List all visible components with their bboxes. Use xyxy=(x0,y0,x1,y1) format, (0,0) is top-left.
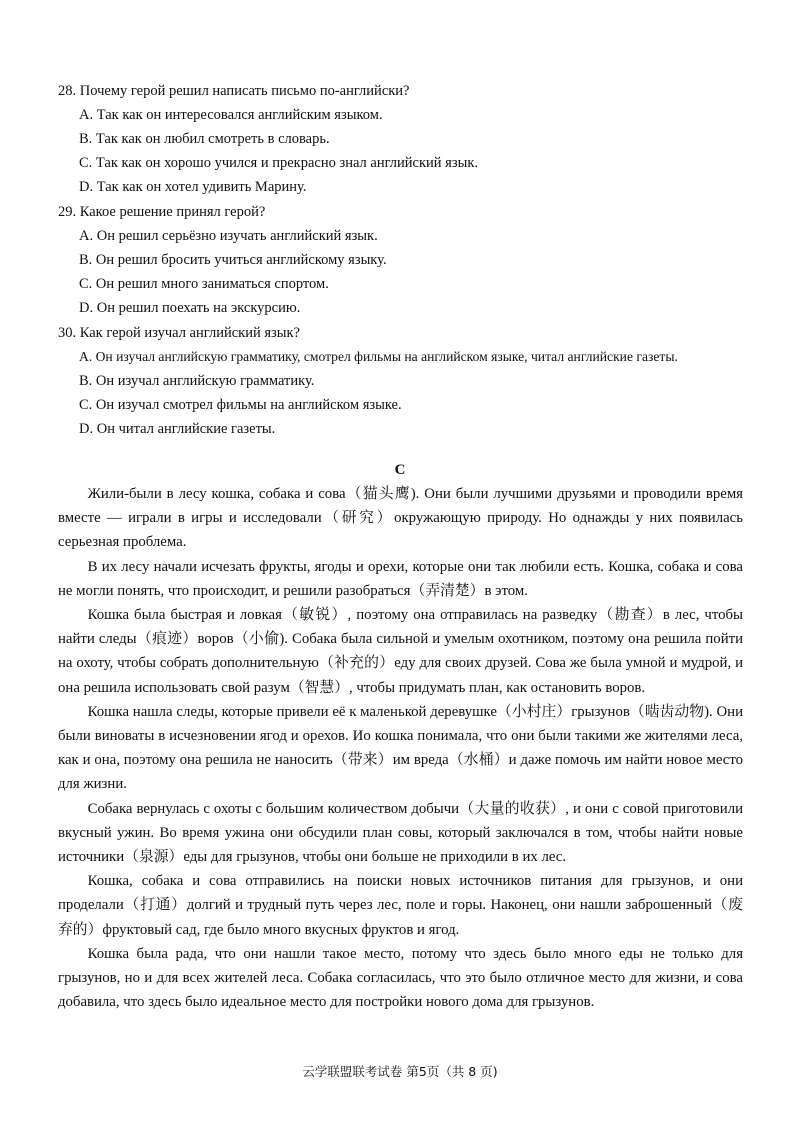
question-28-option-a: A. Так как он интересовался английским языком. xyxy=(79,107,383,123)
question-29-option-a: A. Он решил серьёзно изучать английский язык. xyxy=(79,228,378,244)
section-title: C xyxy=(394,462,406,478)
passage-paragraph: Жили-были в лесу кошка, собака и сова（猫头鹰). Они были лучшими друзьями и проводили время вместе — играли в игры и исследовали（研究）окружающую природу. Но однажды у них появилась серьезная проблема. xyxy=(58,486,743,551)
passage-paragraph: Кошка, собака и сова отправились на поиски новых источников питания для грызунов, и они проделали（打通）долгий и трудный путь через лес, поле и горы. Наконец, они нашли заброшенный（废弃的）фруктовый сад, где было много вкусных фруктов и ягод. xyxy=(58,873,743,938)
question-30-option-b: B. Он изучал английскую грамматику. xyxy=(79,373,315,389)
question-30-stem: 30. Как герой изучал английский язык? xyxy=(58,325,300,341)
question-29-option-c: C. Он решил много заниматься спортом. xyxy=(79,276,329,292)
question-30-option-a: A. Он изучал английскую грамматику, смотрел фильмы на английском языке, читал английские газеты. xyxy=(79,349,678,364)
passage-paragraph: В их лесу начали исчезать фрукты, ягоды и орехи, которые они так любили есть. Кошка, собака и сова не могли понять, что происходит, и решили разобраться（弄清楚）в этом. xyxy=(58,558,743,599)
question-28-option-d: D. Так как он хотел удивить Марину. xyxy=(79,179,307,195)
question-30-option-d: D. Он читал английские газеты. xyxy=(79,421,276,437)
question-28-stem: 28. Почему герой решил написать письмо по-английски? xyxy=(58,83,410,99)
passage-paragraph: Кошка была быстрая и ловкая（敏锐）, поэтому она отправилась на разведку（勘查）в лес, чтобы найти следы（痕迹）воров（小偷). Собака была сильной и умелым охотником, поэтому она решила пойти на охоту, чтобы собрать дополнительную（补充的）еду для своих друзей. Сова же была умной и мудрой, и она решила использовать свой разум（智慧）, чтобы придумать план, как остановить воров. xyxy=(58,607,743,696)
question-29-option-d: D. Он решил поехать на экскурсию. xyxy=(79,300,301,316)
page-footer: 云学联盟联考试卷 第5页（共 8 页) xyxy=(302,1064,498,1079)
question-28-option-c: C. Так как он хорошо учился и прекрасно знал английский язык. xyxy=(79,155,478,171)
question-30-option-c: C. Он изучал смотрел фильмы на английском языке. xyxy=(79,397,402,413)
question-29-option-b: B. Он решил бросить учиться английскому языку. xyxy=(79,252,387,268)
question-29-stem: 29. Какое решение принял герой? xyxy=(58,204,266,220)
reading-passage xyxy=(58,482,743,1014)
question-28-option-b: B. Так как он любил смотреть в словарь. xyxy=(79,131,330,147)
passage-paragraph: Кошка нашла следы, которые привели её к маленькой деревушке（小村庄）грызунов（啮齿动物). Они были виноваты в исчезновении ягод и орехов. Ио кошка понимала, что они были такими же жителями леса, как и она, поэтому она решила не наносить（带来）им вреда（水桶）и даже помочь им найти новое место для жизни. xyxy=(58,703,743,793)
passage-paragraph: Кошка была рада, что они нашли такое место, потому что здесь было много еды не только для грызунов, но и для всех жителей леса. Собака согласилась, что это было отличное место для жизни, и сова добавила, что здесь было идеальное место для постройки нового дома для грызунов. xyxy=(58,945,743,1011)
passage-paragraph: Собака вернулась с охоты с большим количеством добычи（大量的收获）, и они с совой приготовили вкусный ужин. Во время ужина они обсудили план совы, который заключался в том, чтобы найти новые источники（泉源）еды для грызунов, чтобы они больше не приходили в их лес. xyxy=(58,800,743,866)
